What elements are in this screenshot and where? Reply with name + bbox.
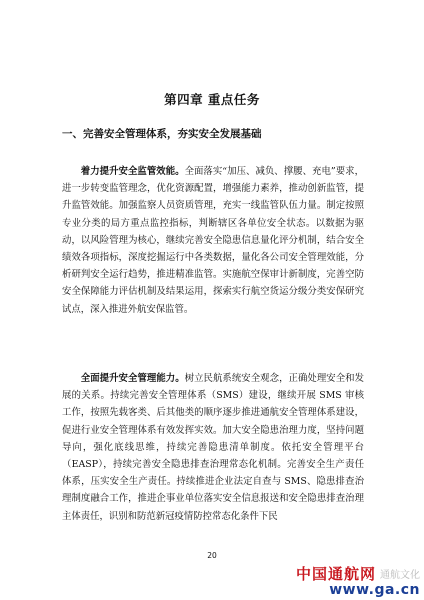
section-heading: 一、完善安全管理体系，夯实安全发展基础 xyxy=(62,128,262,140)
site-watermark xyxy=(222,563,420,597)
paragraph-safety-supervision xyxy=(62,163,364,318)
paragraph-lead: 着力提升安全监管效能。 xyxy=(80,166,185,177)
watermark-side-text: 通航文化 xyxy=(380,570,420,581)
paragraph-body: 全面落实“加压、减负、撑腰、充电”要求，进一步转变监管理念，优化资源配置，增强能力素养，推动创新监管，提升监管效能。加强监察人员资质管理，充实一线监管队伍力量。制定按照专业分类的局方重点监控指标，判断辖区各单位安全状态。以数据为驱动，以风险管理为核心，继续完善安全隐患信息量化评分机制，结合安全绩效各项指标，深度挖掘运行中各类数据，量化各公司安全管理效能，分析研判安全运行趋势，推进精准监管。实施航空保审计新制度，完善空防安全保障能力评估机制及结果运用，探索实行航空货运分级分类安保研究试点，深入推进外航安保监管。 xyxy=(62,166,364,315)
paragraph-safety-management xyxy=(62,370,364,525)
watermark-site-name: 中国通航网 xyxy=(295,565,376,583)
page-number: 20 xyxy=(207,551,217,560)
paragraph-lead: 全面提升安全管理能力。 xyxy=(80,373,185,384)
chapter-title: 第四章 重点任务 xyxy=(164,92,260,107)
watermark-url: www.ga.cn xyxy=(329,582,420,598)
paragraph-body: 树立民航系统安全观念，正确处理安全和发展的关系。持续完善安全管理体系（SMS）建设，继续开展 SMS 审核工作，按照先载客类、后其他类的顺序逐步推进通航安全管理体系建设，促进行业安全管理体系有效发挥实效。加大安全隐患治理力度，坚持问题导向，强化底线思维，持续完善隐患清单制度。依托安全管理平台（EASP），持续完善安全隐患排查治理常态化机制。完善安全生产责任体系，压实安全生产责任。持续推进企业法定自查与 SMS、隐患排查治理制度融合工作，推进企事业单位落实安全信息报送和安全隐患排查治理主体责任，识别和防范新冠疫情防控常态化条件下民 xyxy=(62,373,364,522)
